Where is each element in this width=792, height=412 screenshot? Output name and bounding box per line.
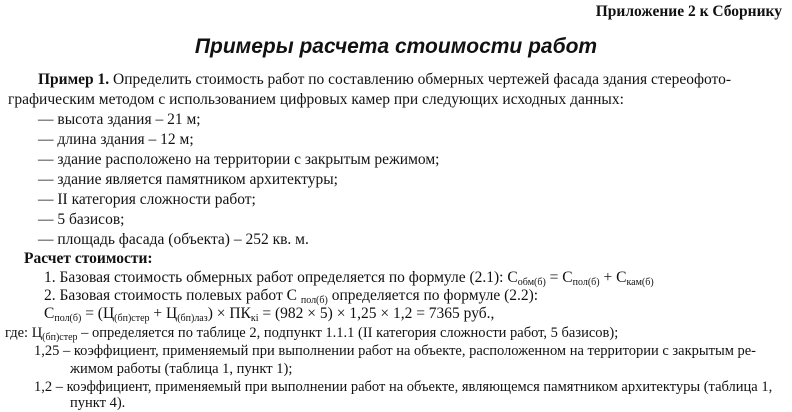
step1-eq: = С xyxy=(545,269,573,286)
formula-c-sub: пол(б) xyxy=(54,313,82,324)
formula-part-3: ) × ПК xyxy=(207,305,251,322)
page-title: Примеры расчета стоимости работ xyxy=(194,35,598,58)
formula-part-1: = (Ц xyxy=(81,305,115,322)
example-label: Пример 1. xyxy=(38,71,110,88)
condition-item: — высота здания – 21 м; xyxy=(38,111,201,128)
calc-heading: Расчет стоимости: xyxy=(24,250,153,267)
step1-sub-1: обм(б) xyxy=(517,277,546,288)
step2-rest: определяется по формуле (2.2): xyxy=(327,287,539,304)
condition-item: — площадь фасада (объекта) – 252 кв. м. xyxy=(38,231,309,248)
formula-part-4: = (982 × 5) × 1,25 × 1,2 = 7365 руб., xyxy=(258,305,495,322)
condition-item: — здание является памятником архитектуры; xyxy=(38,171,338,188)
step1-sub-3: кам(б) xyxy=(626,277,654,288)
note-coef-125-line-1: 1,25 – коэффициент, применяемый при выполнении работ на объекте, расположенном на территории с закрытым ре- xyxy=(34,343,757,359)
calc-formula xyxy=(44,304,494,323)
example-intro-line-1 xyxy=(38,70,731,89)
example-intro-line-2: графическим методом с использованием цифровых камер при следующих исходных данных: xyxy=(8,91,624,108)
example-intro-text-1: Определить стоимость работ по составлению обмерных чертежей фасада здания стереофото- xyxy=(113,71,732,88)
step1-sub-2: пол(б) xyxy=(572,277,600,288)
where-pre: где: Ц xyxy=(5,325,43,341)
calc-step-1 xyxy=(44,268,654,287)
where-line xyxy=(5,324,618,342)
step1-text: 1. Базовая стоимость обмерных работ определяется по формуле (2.1): С xyxy=(44,269,518,286)
note-coef-125-line-2: жимом работы (таблица 1, пункт 1); xyxy=(70,361,293,377)
formula-part-1-sub: (бп)стер xyxy=(114,313,150,324)
condition-item: — 5 базисов; xyxy=(38,211,125,228)
condition-item: — здание расположено на территории с закрытым режимом; xyxy=(38,151,440,168)
condition-item: — II категория сложности работ; xyxy=(38,191,256,208)
where-text: – определяется по таблице 2, подпункт 1.1.1 (II категория сложности работ, 5 базисов); xyxy=(77,325,619,341)
formula-part-3-sub: кі xyxy=(250,313,259,324)
calc-step-2 xyxy=(44,286,538,305)
where-sub: (бп)стер xyxy=(42,332,78,343)
note-coef-12-line-2: пункт 4). xyxy=(70,395,126,411)
formula-part-2-sub: (бп)лаз xyxy=(177,313,208,324)
formula-c: С xyxy=(44,305,55,322)
formula-part-2: + Ц xyxy=(149,305,178,322)
note-coef-12-line-1: 1,2 – коэффициент, применяемый при выполнении работ на объекте, являющемся памятником архитектуры (таблица 1, xyxy=(34,379,773,395)
condition-item: — длина здания – 12 м; xyxy=(38,131,194,148)
step1-plus: + С xyxy=(599,269,627,286)
appendix-label: Приложение 2 к Сборнику xyxy=(595,3,782,20)
step2-sub: пол(б) xyxy=(300,295,328,306)
step2-text: 2. Базовая стоимость полевых работ С xyxy=(44,287,301,304)
